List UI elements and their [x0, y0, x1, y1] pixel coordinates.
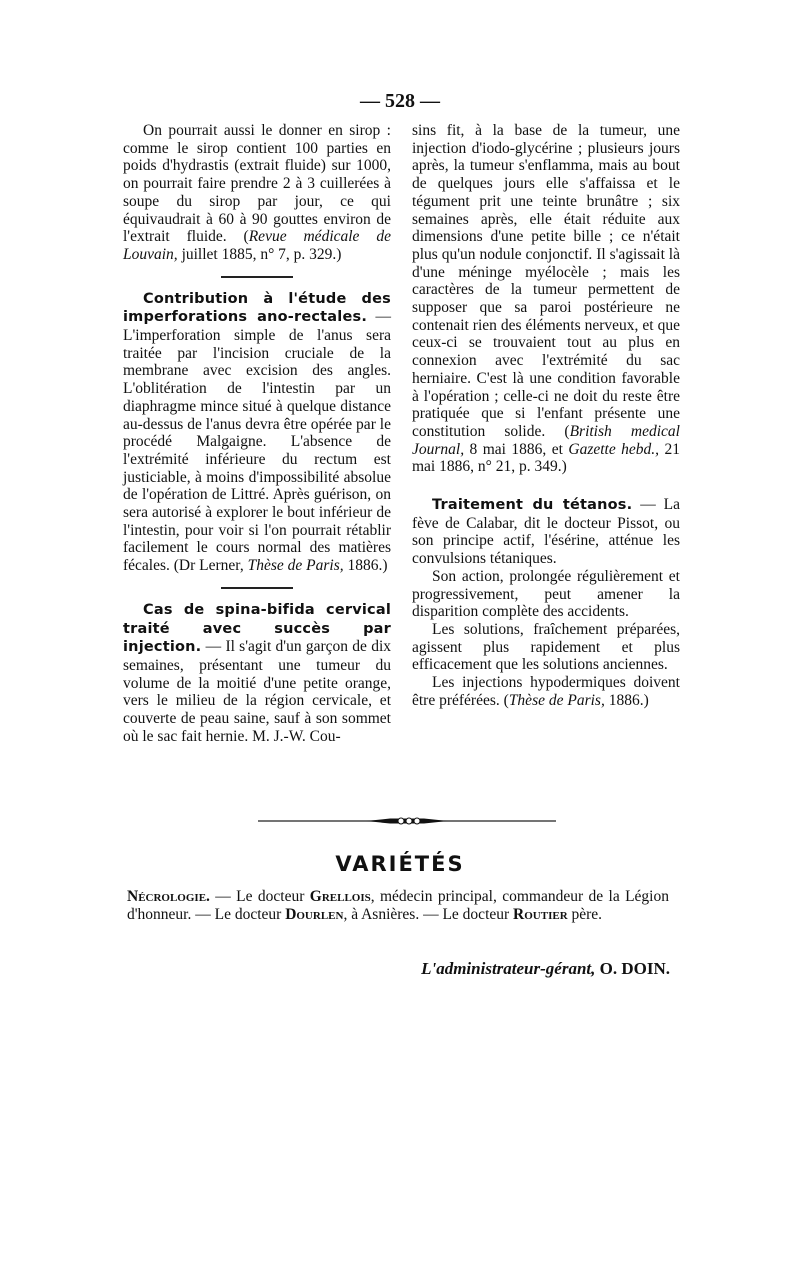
signature-name: O. DOIN. — [595, 959, 670, 978]
imperforations-title: Contribution à l'étude des imperforations ano-rectales. — [123, 290, 391, 326]
hydrastis-source: Revue médicale de Louvain, — [123, 228, 391, 263]
tetanos-paragraph — [412, 496, 680, 568]
tetanos-title: Traitement du tétanos. — [432, 497, 633, 514]
spina-bifida-paragraph — [123, 601, 391, 746]
signature-role: L'administrateur-gérant, — [421, 959, 596, 978]
necrologie-text: , médecin principal, commandeur de la Légion d'honneur. — Le docteur — [127, 888, 669, 923]
left-column — [123, 122, 391, 746]
tetanos-solutions-paragraph: Les solutions, fraîchement préparées, agissent plus rapidement et plus efficacement que les solutions anciennes. — [412, 620, 680, 674]
page-number: — 528 — — [360, 90, 440, 112]
imperforations-source: Thèse de Paris, — [247, 557, 344, 575]
name-routier: Routier — [513, 905, 568, 923]
tetanos-text: — La fève de Calabar, dit le docteur Pissot, ou son principe actif, l'ésérine, atténue les convulsions tétaniques. — [412, 496, 680, 568]
spina-bifida-title: Cas de spina-bifida cervical traité avec succès par injection. — [123, 601, 391, 656]
citation-middle: 8 mai 1886, et — [464, 440, 569, 458]
name-dourlen: Dourlen — [285, 905, 344, 923]
bmj-source: British medical Journal, — [412, 422, 680, 458]
hydrastis-paragraph — [123, 122, 391, 264]
hydrastis-text: On pourrait aussi le donner en sirop : comme le sirop contient 100 parties en poids d'hydrastis (extrait fluide) sur 1000, on pourrait faire prendre 2 à 3 cuillerées à soupe du sirop par jour, ce qui équivaudrait à 60 à 90 gouttes environ de l'extrait fluide. ( — [123, 122, 391, 246]
hydrastis-citation-end: juillet 1885, n° 7, p. 329.) — [177, 245, 342, 263]
necrologie-paragraph — [127, 888, 669, 923]
section-divider — [221, 587, 293, 589]
name-grellois: Grellois — [309, 888, 371, 905]
spina-bifida-continuation — [412, 122, 680, 476]
tetanos-citation-end: 1886.) — [604, 691, 649, 709]
gazette-source: Gazette hebd., — [568, 440, 660, 458]
signature — [421, 959, 670, 979]
necrologie-text: — Le docteur — [209, 888, 310, 905]
varietes-heading: VARIÉTÉS — [335, 852, 465, 876]
ornamental-rule — [258, 817, 556, 825]
imperforations-citation-end: 1886.) — [343, 557, 388, 575]
spina-bifida-continuation-text: sins fit, à la base de la tumeur, une injection d'iodo-glycérine ; plusieurs jours après, la tumeur s'enflamma, mais au bout de quelques jours elle s'affaissa et le tégument prit une teinte brunâtre ; six semaines après, elle était réduite aux dimensions d'une petite bille ; ce n'était plus qu'un nodule conjonctif. Il s'agissait là d'une méninge myélocèle ; mais les caractères de la tumeur permettent de supposer que sa paroi postérieure ne contenait rien des éléments nerveux, et que ceux-ci se trouvaient tout au plus en connexion avec l'extrémité du sac herniaire. C'est là une condition favorable à l'opération ; celle-ci ne doit du reste être pratiquée que si l'enfant présente une constitution solide. ( — [412, 122, 680, 440]
right-column — [412, 122, 680, 710]
necrologie-label: Nécrologie. — [127, 888, 210, 905]
imperforations-paragraph — [123, 290, 391, 575]
imperforations-text: — L'imperforation simple de l'anus sera traitée par l'incision cruciale de la membrane avec excision des angles. L'oblitération de l'intestin par un diaphragme mince situé à quelque distance au-dessus de l'anus devra être opérée par le procédé Malgaigne. L'absence de l'extrémité inférieure du rectum est justiciable, à moins d'impossibilité absolue de l'opération de Littré. Après guérison, on sera autorisé à explorer le bout inférieur de l'intestin, pour voir si l'on pourrait rétablir facilement le cours normal des matières fécales. (Dr Lerner, — [123, 308, 391, 575]
tetanos-source: Thèse de Paris, — [508, 691, 605, 709]
spina-bifida-text: — Il s'agit d'un garçon de dix semaines, présentant une tumeur du volume de la moitié d'une petite orange, vers le milieu de la région cervicale, et couverte de peau saine, sauf à son sommet où le sac fait hernie. M. J.-W. Cou- — [123, 638, 391, 745]
citation-end: 21 mai 1886, n° 21, p. 349.) — [412, 440, 680, 476]
section-divider — [221, 276, 293, 278]
necrologie-text: , à Asnières. — Le docteur — [343, 905, 514, 923]
necrologie-text: père. — [567, 905, 603, 923]
tetanos-action-paragraph: Son action, prolongée régulièrement et progressivement, peut amener la disparition complète des accidents. — [412, 567, 680, 621]
tetanos-injections-paragraph — [412, 674, 680, 709]
injections-text: Les injections hypodermiques doivent être préférées. ( — [412, 674, 680, 709]
